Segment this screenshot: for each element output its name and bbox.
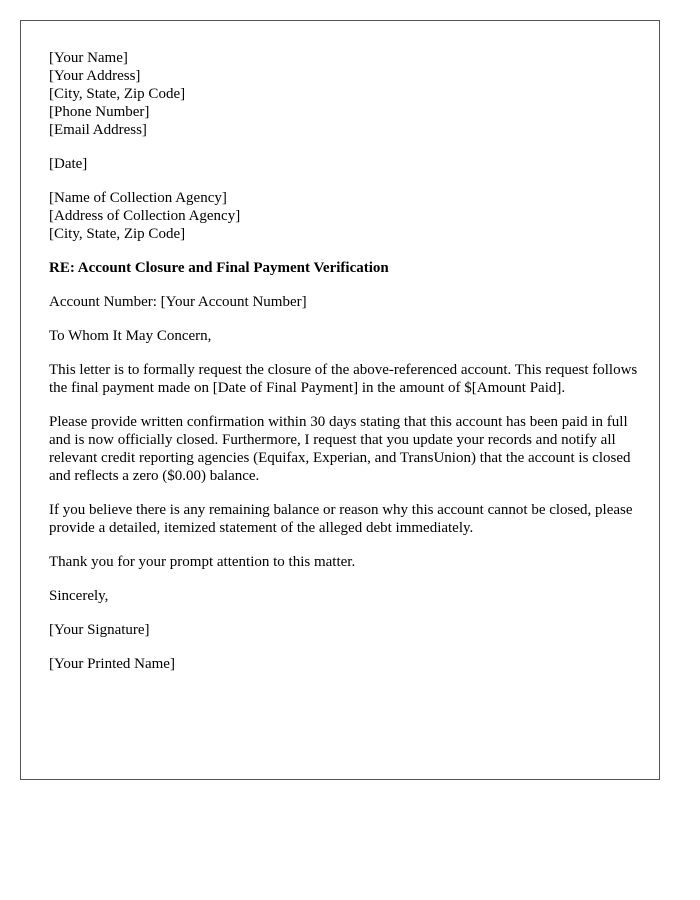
sender-email: [Email Address] <box>49 122 147 138</box>
account-number-line: Account Number: [Your Account Number] <box>49 294 307 310</box>
paragraph-confirmation-request: Please provide written confirmation within 30 days stating that this account has been paid in full and is now officially closed. Furthermore, I request that you update your records and notify all relevant credit reporting agencies (Equifax, Experian, and TransUnion) that the account is closed and reflects a zero ($0.00) balance. <box>49 414 631 484</box>
sender-address: [Your Address] <box>49 68 141 84</box>
recipient-block <box>49 189 639 243</box>
sender-city-state-zip: [City, State, Zip Code] <box>49 86 186 102</box>
sender-name: [Your Name] <box>49 50 128 66</box>
letter-body <box>49 49 639 689</box>
subject-line: RE: Account Closure and Final Payment Verification <box>49 260 389 276</box>
recipient-address: [Address of Collection Agency] <box>49 208 241 224</box>
sender-block <box>49 49 639 139</box>
salutation: To Whom It May Concern, <box>49 328 212 344</box>
date-line <box>49 155 639 173</box>
signature-line: [Your Signature] <box>49 622 150 638</box>
sender-phone: [Phone Number] <box>49 104 150 120</box>
date-text: [Date] <box>49 156 88 172</box>
recipient-name: [Name of Collection Agency] <box>49 190 227 206</box>
paragraph-closure-request: This letter is to formally request the closure of the above-referenced account. This request follows the final payment made on [Date of Final Payment] in the amount of $[Amount Paid]. <box>49 362 638 396</box>
paragraph-remaining-balance: If you believe there is any remaining balance or reason why this account cannot be closed, please provide a detailed, itemized statement of the alleged debt immediately. <box>49 502 633 536</box>
paragraph-thanks: Thank you for your prompt attention to this matter. <box>49 554 356 570</box>
closing: Sincerely, <box>49 588 109 604</box>
letter-page <box>20 20 660 780</box>
recipient-city-state-zip: [City, State, Zip Code] <box>49 226 186 242</box>
printed-name-line: [Your Printed Name] <box>49 656 175 672</box>
